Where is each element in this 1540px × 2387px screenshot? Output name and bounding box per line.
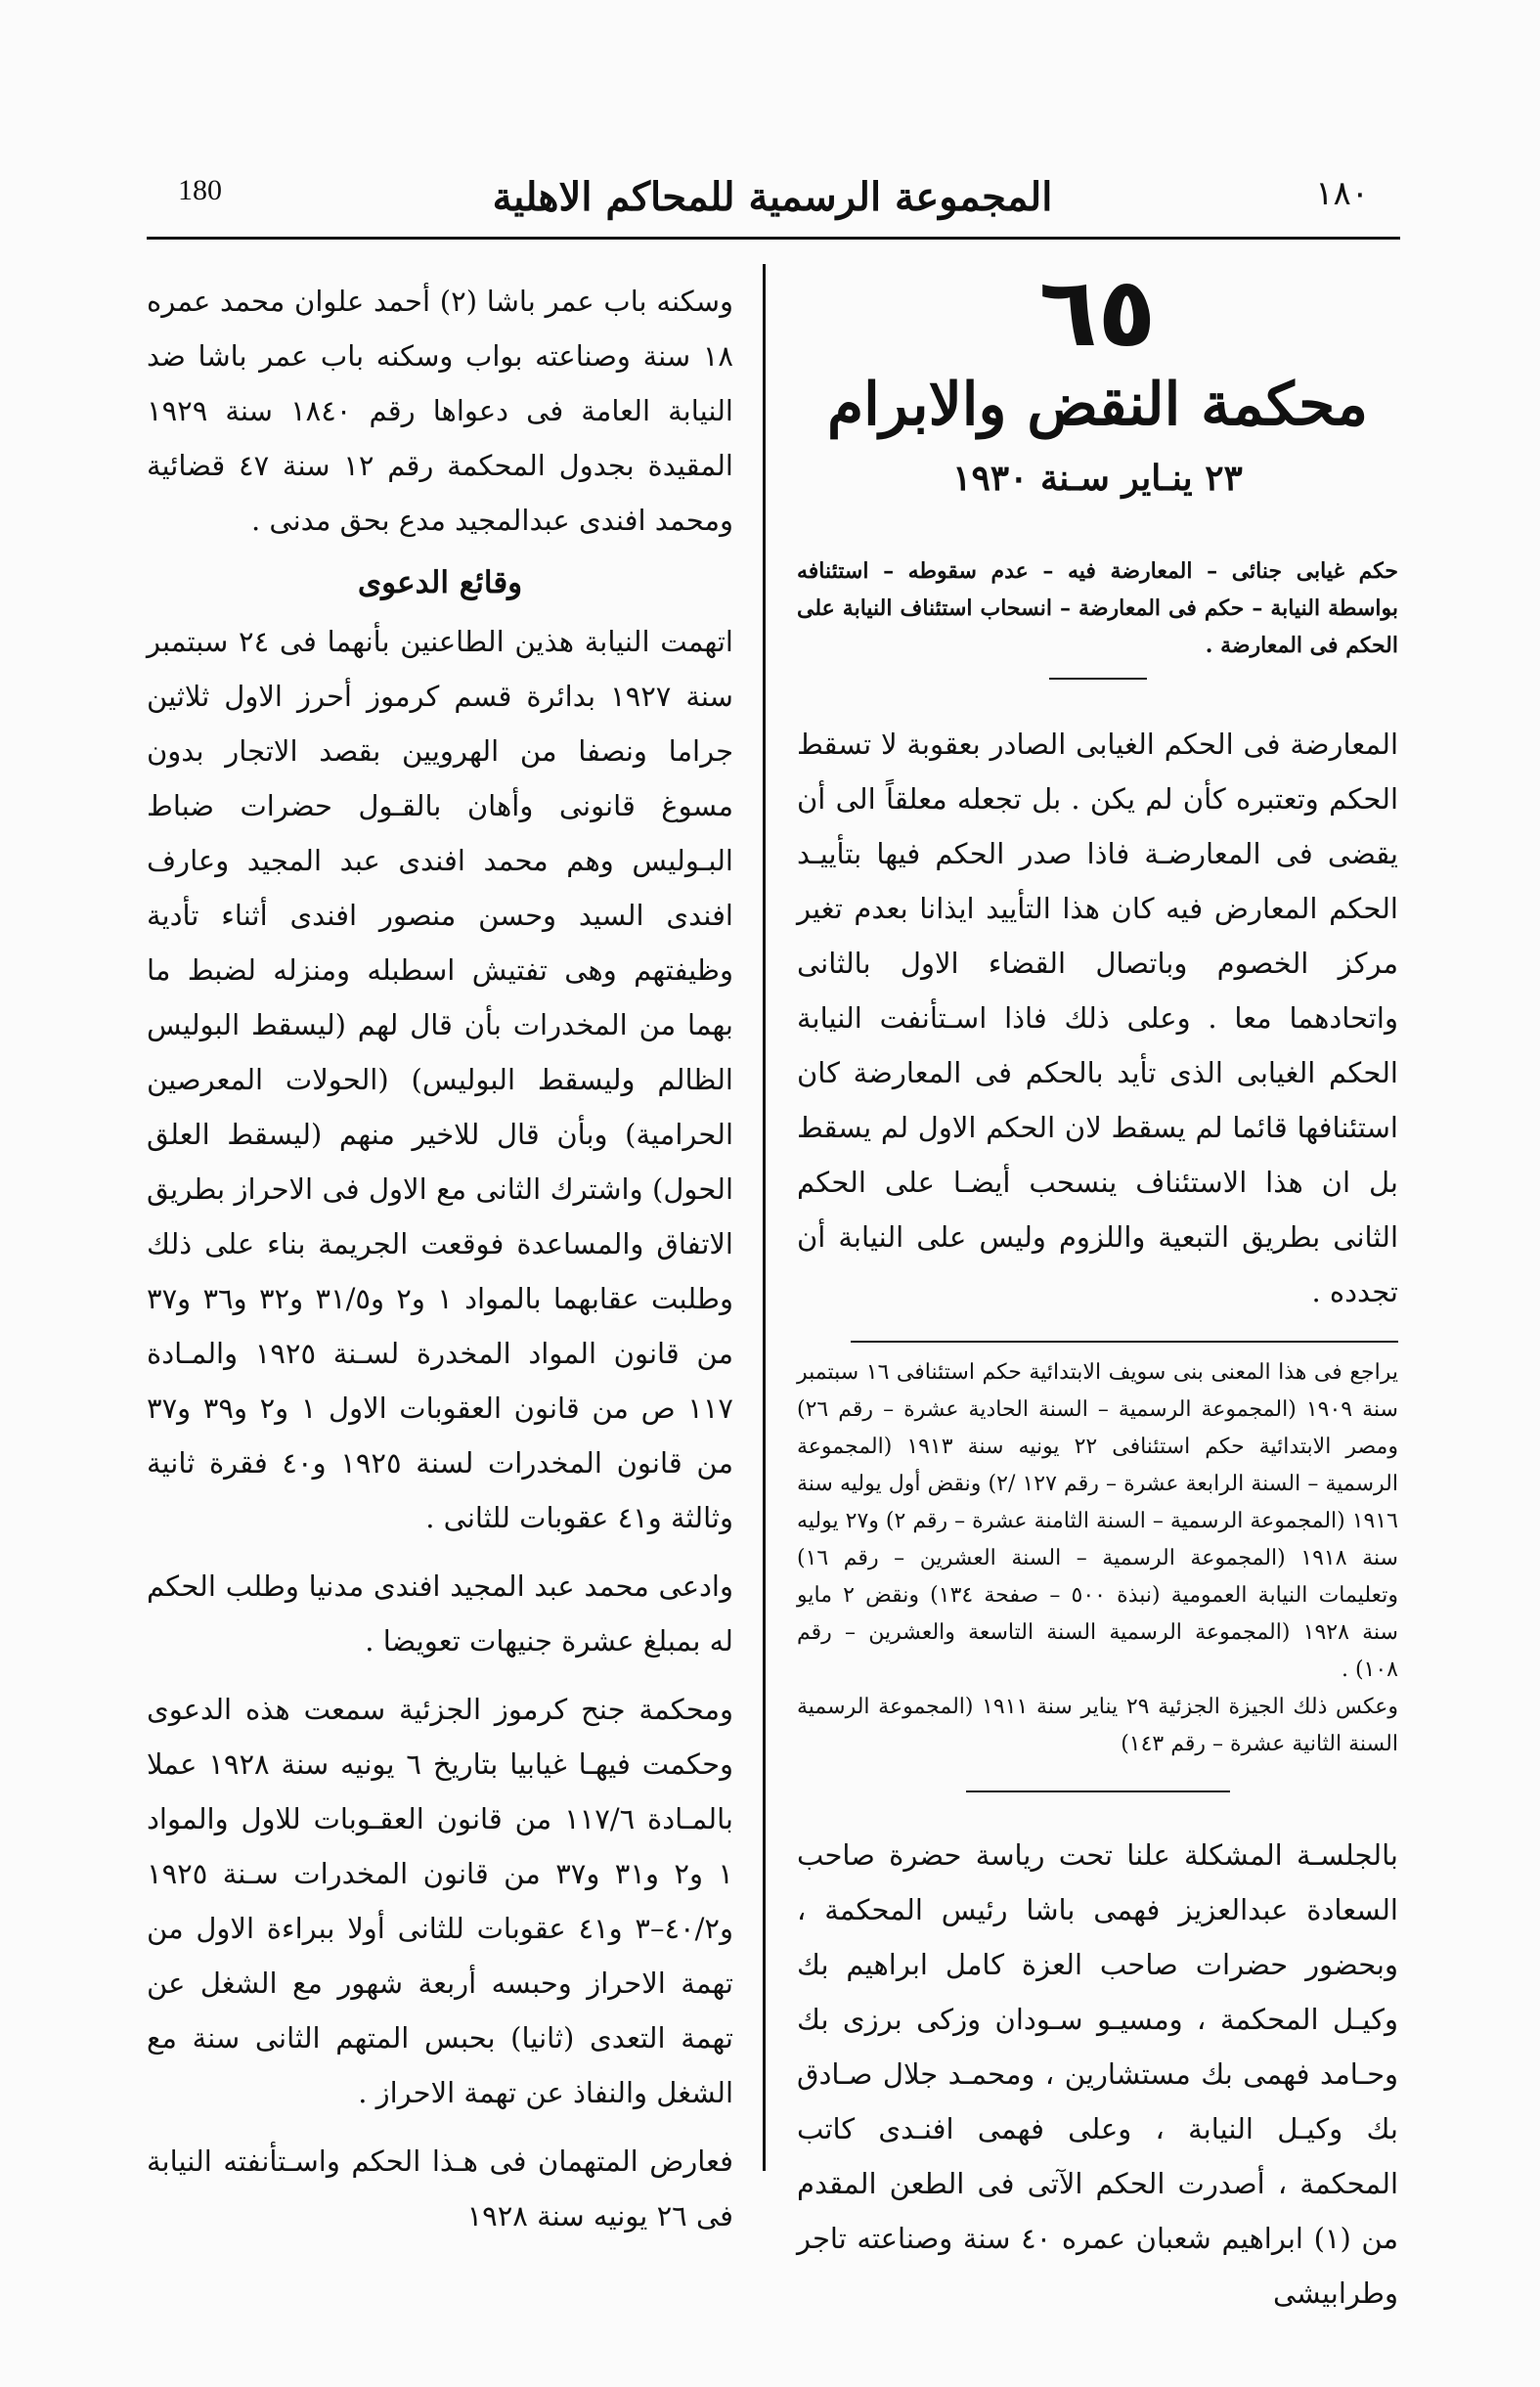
facts-heading: وقائع الدعوى	[357, 565, 523, 600]
left-column	[147, 274, 733, 2243]
page-number-latin: 180	[178, 174, 222, 206]
session-paragraph: بالجلسـة المشكلة علنا تحت رياسة حضرة صاحب السعادة عبدالعزيز فهمى باشا رئيس المحكمة ، وبحضور حضرات صاحب العزة كامل ابراهيم بك وكيـل المحكمة ، ومسيـو سـودان وزكى برزى بك وحـامد فهمى بك مستشارين ، ومحمـد جلال صـادق بك وكيـل النيابة ، وعلى فهمى افنـدى كاتب المحكمة ، أصدرت الحكم الآتى فى الطعن المقدم من (١) ابراهيم شعبان عمره ٤٠ سنة وصناعته تاجر وطرابيشى	[797, 1838, 1399, 2310]
section-rule	[966, 1790, 1230, 1792]
case-number: ٦٥	[1038, 257, 1157, 369]
reference-note: وعكس ذلك الجيزة الجزئية ٢٩ يناير سنة ١٩١١ (المجموعة الرسمية السنة الثانية عشرة – رقم ١٤٣)	[797, 1695, 1398, 1756]
column-divider	[763, 264, 766, 2171]
reference-notes	[797, 1354, 1398, 1763]
summary-rule	[1049, 678, 1147, 680]
case-summary: حكم غيابى جنائى – المعارضة فيه – عدم سقوطه – استئنافه بواسطة النيابة – حكم فى المعارضة – انسحاب استئناف النيابة على الحكم فى المعارضة .	[797, 558, 1398, 658]
continuation-paragraph: وسكنه باب عمر باشا (٢) أحمد علوان محمد عمره ١٨ سنة وصناعته بواب وسكنه باب عمر باشا ضد النيابة العامة فى دعواها رقم ١٨٤٠ سنة ١٩٢٩ المقيدة بجدول المحكمة رقم ١٢ سنة ٤٧ قضائية ومحمد افندى عبدالمجيد مدع بحق مدنى .	[147, 285, 734, 537]
reference-note: يراجع فى هذا المعنى بنى سويف الابتدائية حكم استئنافى ١٦ سبتمبر سنة ١٩٠٩ (المجموعة الرسمية – السنة الحادية عشرة – رقم ٢٦) ومصر الابتدائية حكم استئنافى ٢٢ يونيه سنة ١٩١٣ (المجموعة الرسمية – السنة الرابعة عشرة – رقم ١٢٧ /٢) ونقض أول يوليه سنة ١٩١٦ (المجموعة الرسمية – السنة الثامنة عشرة – رقم ٢) و٢٧ يوليه سنة ١٩١٨ (المجموعة الرسمية – السنة العشرين – رقم ١٦) وتعليمات النيابة العمومية (نبذة ٥٠٠ – صفحة ١٣٤) ونقض ٢ مايو سنة ١٩٢٨ (المجموعة الرسمية السنة التاسعة والعشرين – رقم ١٠٨) .	[797, 1360, 1398, 1682]
journal-title: المجموعة الرسمية للمحاكم الاهلية	[492, 174, 1053, 220]
court-name: محكمة النقض والابرام	[826, 371, 1369, 439]
right-column	[797, 259, 1398, 2321]
court-ruling-paragraph: ومحكمة جنح كرموز الجزئية سمعت هذه الدعوى وحكمت فيهـا غيابيا بتاريخ ٦ يونيه سنة ١٩٢٨ عملا بالمـادة ١١٧/٦ من قانون العقـوبات للاول والمواد ١ و٢ و٣١ و٣٧ من قانون المخدرات سـنة ١٩٢٥ و٤٠/٢–٣ و٤١ عقوبات للثانى أولا ببراءة الاول من تهمة الاحراز وحبسه أربعة شهور مع الشغل عن تهمة التعدى (ثانيا) بحبس المتهم الثانى سنة مع الشغل والنفاذ عن تهمة الاحراز .	[147, 1693, 733, 2109]
facts-paragraph: اتهمت النيابة هذين الطاعنين بأنهما فى ٢٤ سبتمبر سنة ١٩٢٧ بدائرة قسم كرموز أحرز الاول ثلاثين جراما ونصفا من الهرويين بقصد الاتجار بدون مسوغ قانونى وأهان بالقـول حضرات ضباط البـوليس وهم محمد افندى عبد المجيد وعارف افندى السيد وحسن منصور افندى أثناء تأدية وظيفتهم وهى تفتيش اسطبله ومنزله لضبط ما بهما من المخدرات بأن قال لهم (ليسقط البوليس الظالم وليسقط البوليس) (الحولات المعرصين الحرامية) وبأن قال للاخير منهم (ليسقط العلق الحول) واشترك الثانى مع الاول فى الاحراز بطريق الاتفاق والمساعدة فوقعت الجريمة بناء على ذلك وطلبت عقابهما بالمواد ١ و٢ و٣١/٥ و٣٢ و٣٦ و٣٧ من قانون المواد المخدرة لسـنة ١٩٢٥ والمـادة ١١٧ ص من قانون العقوبات الاول ١ و٢ و٣٩ و٣٧ من قانون المخدرات لسنة ١٩٢٥ و٤٠ فقرة ثانية وثالثة و٤١ عقوبات للثانى .	[147, 625, 733, 1534]
page-number-arabic: ١٨٠	[1315, 174, 1369, 213]
notes-rule	[851, 1341, 1398, 1343]
civil-claim-paragraph: وادعى محمد عبد المجيد افندى مدنيا وطلب الحكم له بمبلغ عشرة جنيهات تعويضا .	[147, 1569, 733, 1658]
legal-principle: المعارضة فى الحكم الغيابى الصادر بعقوبة لا تسقط الحكم وتعتبره كأن لم يكن . بل تجعله معلقاً الى أن يقضى فى المعارضـة فاذا صدر الحكم فيها بتأييـد الحكم المعارض فيه كان هذا التأييد ايذانا بعدم تغير مركز الخصوم وباتصال القضاء الاول بالثانى واتحادهما معا . وعلى ذلك فاذا اسـتأنفت النيابة الحكم الغيابى الذى تأيد بالحكم فى المعارضة كان استئنافها قائما لم يسقط لان الحكم الاول لم يسقط بل ان هذا الاستئناف ينسحب أيضـا على الحكم الثانى بطريق التبعية واللزوم وليس على النيابة أن تجدده .	[797, 728, 1398, 1308]
page-header	[147, 174, 1398, 243]
judgment-date: ٢٣ ينـاير سـنة ١٩٣٠	[952, 458, 1243, 499]
header-rule	[147, 237, 1400, 240]
opposition-paragraph: فعارض المتهمان فى هـذا الحكم واسـتأنفته النيابة فى ٢٦ يونيه سنة ١٩٢٨	[147, 2144, 733, 2232]
